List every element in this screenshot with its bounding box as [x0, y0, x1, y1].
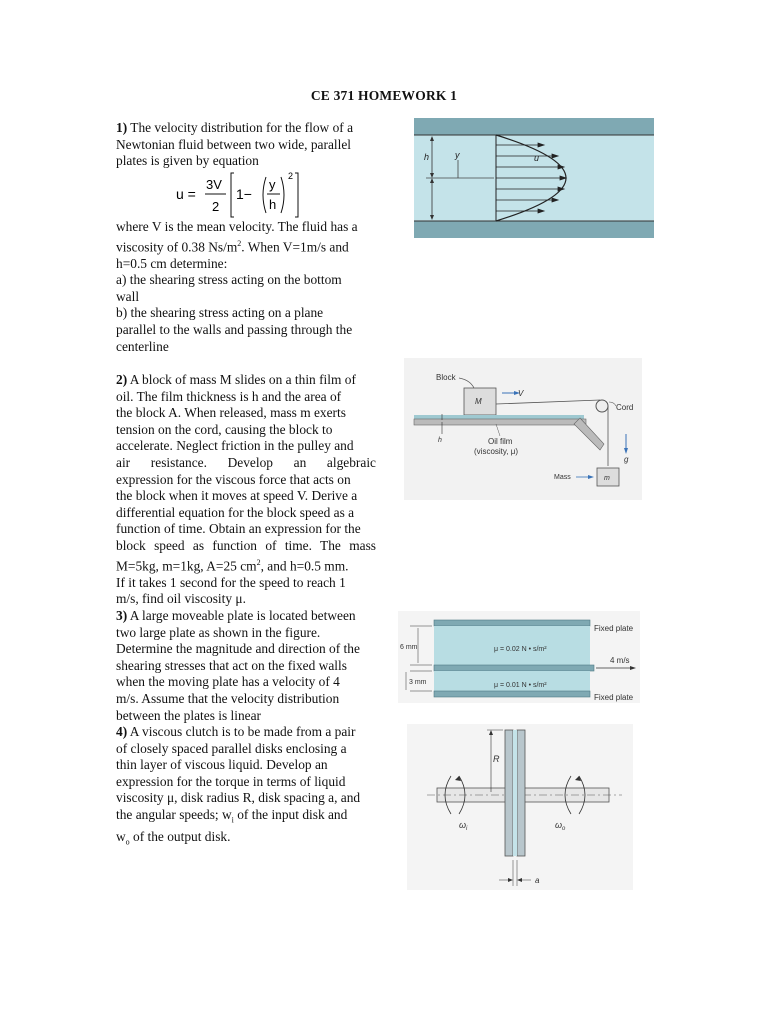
fig2-block-label: Block	[436, 373, 456, 382]
problem-2-line-12b: , and h=0.5 mm.	[260, 558, 349, 573]
problem-4-number: 4)	[116, 724, 128, 739]
problem-4-line-5: viscosity μ, disk radius R, disk spacing a, and	[116, 790, 361, 806]
fig1-h-label: h	[424, 152, 430, 162]
problem-2-line-14: m/s, find oil viscosity μ.	[116, 591, 246, 607]
eq-denominator: 2	[212, 199, 220, 214]
problem-1-line-3: plates is given by equation	[116, 153, 259, 169]
problem-2-line-2: oil. The film thickness is h and the area of	[116, 388, 342, 404]
fig2-m-label: m	[604, 475, 610, 482]
problem-2-line-1: A block of mass M slides on a thin film of	[127, 372, 356, 387]
fig2-oil-label: Oil film	[488, 437, 513, 446]
fig4-a-label: a	[535, 876, 540, 885]
fig4-R-label: R	[493, 754, 500, 764]
fig2-viscosity-label: (viscosity, μ)	[474, 447, 519, 456]
problem-2-line-3: the block A. When released, mass m exerts	[116, 405, 346, 421]
problem-2-line-10: function of time. Obtain an expression for the	[116, 521, 361, 537]
problem-1-after-2b: . When V=1m/s and	[241, 239, 349, 255]
fig2-h-label: h	[438, 437, 442, 444]
subscript: o	[125, 837, 130, 847]
eq-h: h	[269, 197, 277, 212]
problem-2	[116, 372, 376, 608]
fig1-u-label: u	[534, 153, 540, 163]
block-pulley-figure	[404, 358, 642, 500]
problem-3	[116, 608, 376, 724]
fig3-velocity-label: 4 m/s	[610, 656, 630, 665]
problem-4-line-4: expression for the torque in terms of liquid	[116, 773, 346, 789]
problem-3-line-4: shearing stresses that act on the fixed walls	[116, 657, 347, 673]
problem-3-number: 3)	[116, 608, 128, 623]
problem-2-number: 2)	[116, 372, 128, 387]
problem-2-line-7: expression for the viscous force that acts on	[116, 471, 351, 487]
velocity-profile-figure	[414, 118, 654, 238]
problem-2-line-4: tension on the cord, causing the block to	[116, 421, 333, 437]
problem-1-after-2a: viscosity of 0.38 Ns/m	[116, 239, 238, 255]
fig3-mu-top-label: μ = 0.02 N • s/m²	[494, 646, 547, 653]
superscript: 2	[256, 557, 261, 567]
problem-1-line-1: The velocity distribution for the flow of a	[127, 120, 354, 135]
problem-4-line-7b: of the output disk.	[129, 829, 231, 845]
problem-3-line-5: when the moving plate has a velocity of 4	[116, 674, 340, 690]
fig2-cord-label: Cord	[616, 403, 634, 412]
problem-4	[116, 724, 376, 852]
eq-one-minus: 1−	[236, 186, 252, 202]
fig3-mu-bottom-label: μ = 0.01 N • s/m²	[494, 682, 547, 689]
problem-2-line-12a: M=5kg, m=1kg, A=25 cm	[116, 558, 257, 573]
part-b-line-2: parallel to the walls and passing through the	[116, 322, 353, 338]
fig2-g-label: g	[624, 455, 629, 464]
problem-1-number: 1)	[116, 120, 128, 135]
problem-4-line-6b: of the input disk and	[233, 806, 348, 822]
fig4-omega-i-label: $\omega_i$	[459, 820, 468, 832]
problem-4-line-7a: w	[116, 829, 126, 845]
problem-1-after-1: where V is the mean velocity. The fluid has a	[116, 219, 358, 234]
fig3-fixed-top-label: Fixed plate	[594, 624, 634, 633]
problem-3-line-7: between the plates is linear	[116, 707, 262, 723]
problem-3-line-1: A large moveable plate is located between	[127, 608, 356, 623]
velocity-equation	[176, 169, 316, 219]
problem-4-line-2: of closely spaced parallel disks enclosing a	[116, 740, 347, 756]
problem-3-line-6: m/s. Assume that the velocity distribution	[116, 690, 340, 706]
problem-3-line-3: Determine the magnitude and direction of the	[116, 641, 360, 657]
eq-u: u =	[176, 186, 196, 202]
problem-2-line-8: the block when it moves at speed V. Derive a	[116, 488, 358, 504]
part-a-line-2: wall	[116, 288, 140, 304]
problem-4-line-3: thin layer of viscous liquid. Develop an	[116, 757, 328, 773]
moving-plate-figure	[398, 611, 640, 703]
fig3-gap-bottom-label: 3 mm	[409, 679, 427, 686]
part-b-line-1: b) the shearing stress acting on a plane	[116, 305, 324, 321]
fig2-M-label: M	[475, 397, 482, 406]
part-b-line-3: centerline	[116, 338, 169, 354]
problem-2-line-11: block speed as function of time. The mass	[116, 537, 376, 553]
superscript: 2	[237, 238, 242, 248]
fig1-y-label: y	[455, 150, 460, 160]
viscous-clutch-figure	[407, 724, 633, 890]
eq-numerator: 3V	[206, 177, 222, 192]
fig2-V-label: V	[518, 389, 524, 398]
eq-exponent: 2	[288, 171, 294, 181]
problem-2-line-6: air resistance. Develop an algebraic	[116, 454, 376, 470]
problem-3-line-2: two large plate as shown in the figure.	[116, 624, 321, 640]
subscript: i	[231, 815, 234, 825]
problem-2-line-5: accelerate. Neglect friction in the pulley and	[116, 438, 354, 454]
page-title: CE 371 HOMEWORK 1	[310, 88, 458, 103]
problem-1-after-3: h=0.5 cm determine:	[116, 255, 228, 271]
problem-1-line-2: Newtonian fluid between two wide, parallel	[116, 136, 352, 152]
fig2-mass-label: Mass	[554, 474, 571, 481]
problem-2-line-13: If it takes 1 second for the speed to reach 1	[116, 574, 346, 590]
problem-4-line-6a: the angular speeds; w	[116, 806, 232, 822]
problem-4-line-1: A viscous clutch is to be made from a pair	[127, 724, 356, 739]
fig3-fixed-bottom-label: Fixed plate	[594, 693, 634, 702]
problem-1-continued	[116, 219, 376, 355]
part-a-line-1: a) the shearing stress acting on the bottom	[116, 272, 342, 288]
eq-y: y	[269, 177, 276, 192]
problem-1	[116, 120, 376, 170]
fig4-omega-o-label: $\omega_o$	[555, 820, 566, 832]
fig3-gap-top-label: 6 mm	[400, 644, 418, 651]
problem-2-line-9: differential equation for the block speed as a	[116, 504, 355, 520]
